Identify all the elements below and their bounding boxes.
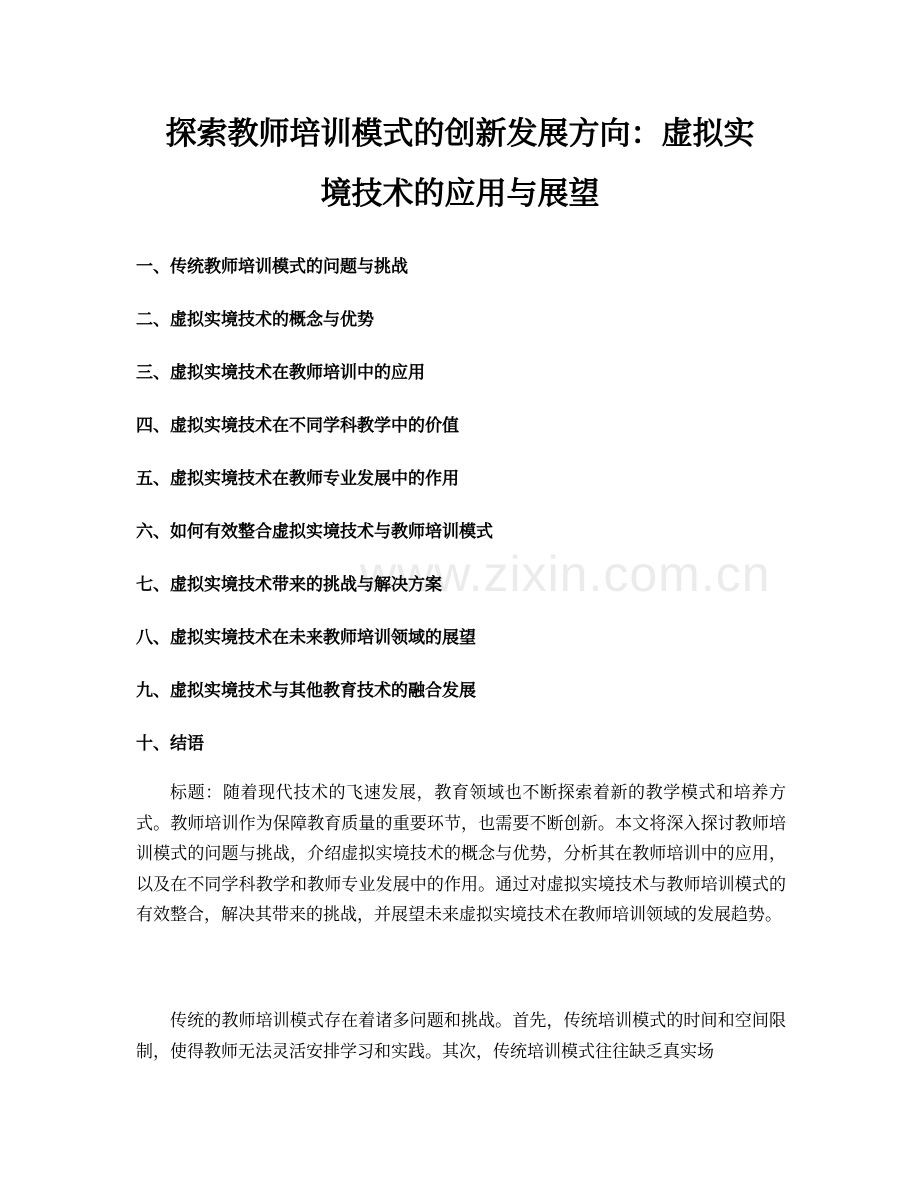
watermark-text: www.zixin.com.cn (360, 546, 771, 602)
body-paragraph-abstract: 标题：随着现代技术的飞速发展，教育领域也不断探索着新的教学模式和培养方式。教师培训作为保障教育质量的重要环节，也需要不断创新。本文将深入探讨教师培训模式的问题与挑战，介绍虚拟实境技术的概念与优势，分析其在教师培训中的应用，以及在不同学科教学和教师专业发展中的作用。通过对虚拟实境技术与教师培训模式的有效整合，解决其带来的挑战，并展望未来虚拟实境技术在教师培训领域的发展趋势。 (136, 783, 786, 925)
toc-item-3: 三、虚拟实境技术在教师培训中的应用 (136, 363, 425, 383)
body-paragraph-intro: 传统的教师培训模式存在着诸多问题和挑战。首先，传统培训模式的时间和空间限制，使得教师无法灵活安排学习和实践。其次，传统培训模式往往缺乏真实场 (136, 1011, 786, 1062)
toc-item-4: 四、虚拟实境技术在不同学科教学中的价值 (136, 416, 459, 436)
toc-item-8: 八、虚拟实境技术在未来教师培训领域的展望 (136, 628, 476, 648)
toc-item-7: 七、虚拟实境技术带来的挑战与解决方案 (136, 575, 442, 595)
document-title-line-1: 探索教师培训模式的创新发展方向：虚拟实 (165, 116, 755, 152)
toc-item-10: 十、结语 (136, 734, 204, 754)
toc-item-2: 二、虚拟实境技术的概念与优势 (136, 310, 374, 330)
toc-item-5: 五、虚拟实境技术在教师专业发展中的作用 (136, 469, 459, 489)
toc-item-6: 六、如何有效整合虚拟实境技术与教师培训模式 (136, 522, 493, 542)
toc-item-9: 九、虚拟实境技术与其他教育技术的融合发展 (136, 681, 476, 701)
document-title-line-2: 境技术的应用与展望 (320, 176, 600, 212)
toc-item-1: 一、传统教师培训模式的问题与挑战 (136, 257, 408, 277)
